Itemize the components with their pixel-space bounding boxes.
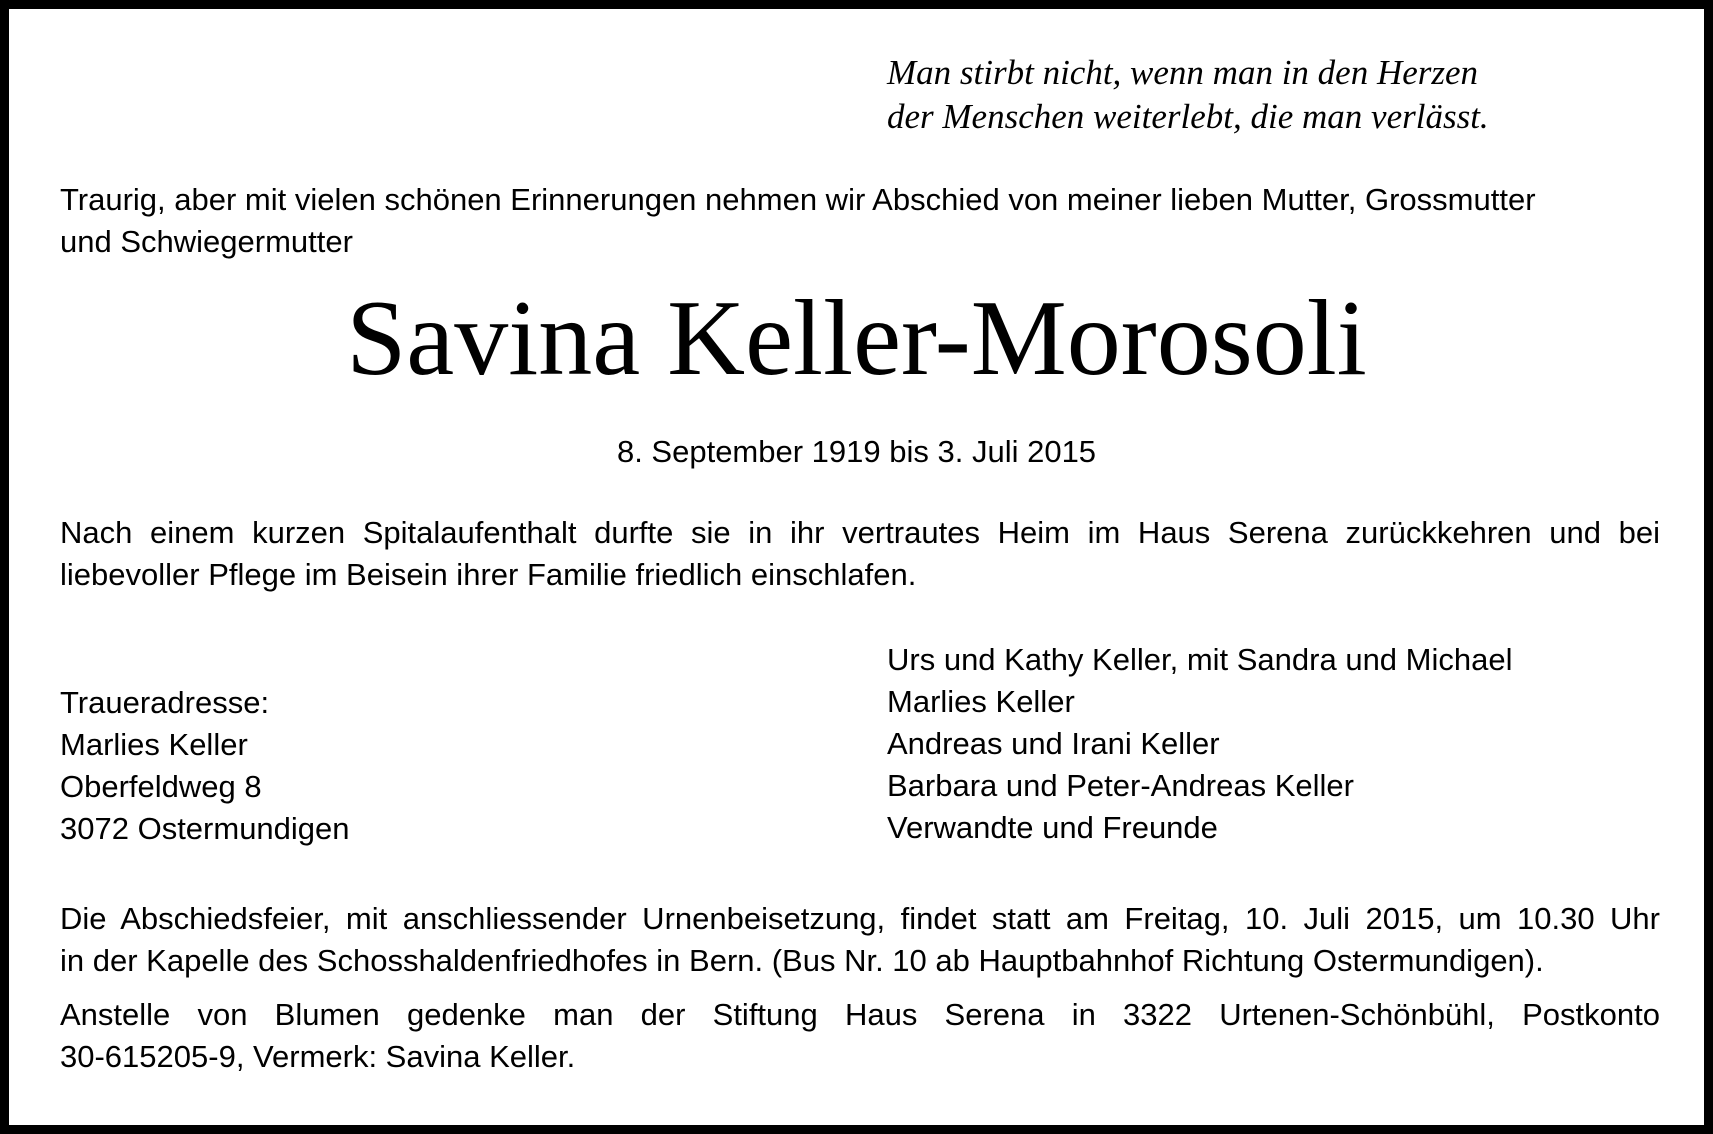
intro-line-2: und Schwiegermutter	[60, 224, 353, 259]
ceremony-line-2: in der Kapelle des Schosshaldenfriedhofes in Bern. (Bus Nr. 10 ab Hauptbahnhof Richtung Ostermundigen).	[60, 943, 1544, 978]
family-member: Barbara und Peter-Andreas Keller	[887, 768, 1354, 803]
motto-line-2: der Menschen weiterlebt, die man verlässt.	[887, 97, 1489, 136]
family-member: Andreas und Irani Keller	[887, 726, 1220, 761]
motto-line-1: Man stirbt nicht, wenn man in den Herzen	[887, 53, 1479, 92]
donation-paragraph	[60, 994, 1660, 1078]
obituary-notice	[9, 9, 1704, 1125]
address-street: Oberfeldweg 8	[60, 769, 262, 804]
intro-line-1: Traurig, aber mit vielen schönen Erinnerungen nehmen wir Abschied von meiner lieben Mutter, Grossmutter	[60, 182, 1536, 217]
family-member: Urs und Kathy Keller, mit Sandra und Michael	[887, 642, 1513, 677]
passing-line-2: liebevoller Pflege im Beisein ihrer Familie friedlich einschlafen.	[60, 557, 917, 592]
family-member: Marlies Keller	[887, 684, 1075, 719]
mourning-address	[60, 682, 760, 850]
motto-quote	[887, 51, 1607, 139]
life-dates: 8. September 1919 bis 3. Juli 2015	[616, 434, 1097, 469]
donation-line-2: 30-615205-9, Vermerk: Savina Keller.	[60, 1039, 576, 1074]
intro-text	[60, 179, 1660, 263]
address-label: Traueradresse:	[60, 685, 270, 720]
address-city: 3072 Ostermundigen	[60, 811, 350, 846]
family-member: Verwandte und Freunde	[887, 810, 1218, 845]
family-list	[887, 639, 1687, 849]
donation-line-1: Anstelle von Blumen gedenke man der Stiftung Haus Serena in 3322 Urtenen-Schönbühl, Postkonto	[60, 997, 1660, 1032]
ceremony-line-1: Die Abschiedsfeier, mit anschliessender Urnenbeisetzung, findet statt am Freitag, 10. Juli 2015, um 10.30 Uhr	[60, 901, 1660, 936]
address-name: Marlies Keller	[60, 727, 248, 762]
ceremony-paragraph	[60, 898, 1660, 982]
passing-paragraph	[60, 512, 1660, 596]
deceased-name: Savina Keller-Morosoli	[346, 279, 1367, 398]
passing-line-1: Nach einem kurzen Spitalaufenthalt durfte sie in ihr vertrautes Heim im Haus Serena zurückkehren und bei	[60, 515, 1660, 550]
